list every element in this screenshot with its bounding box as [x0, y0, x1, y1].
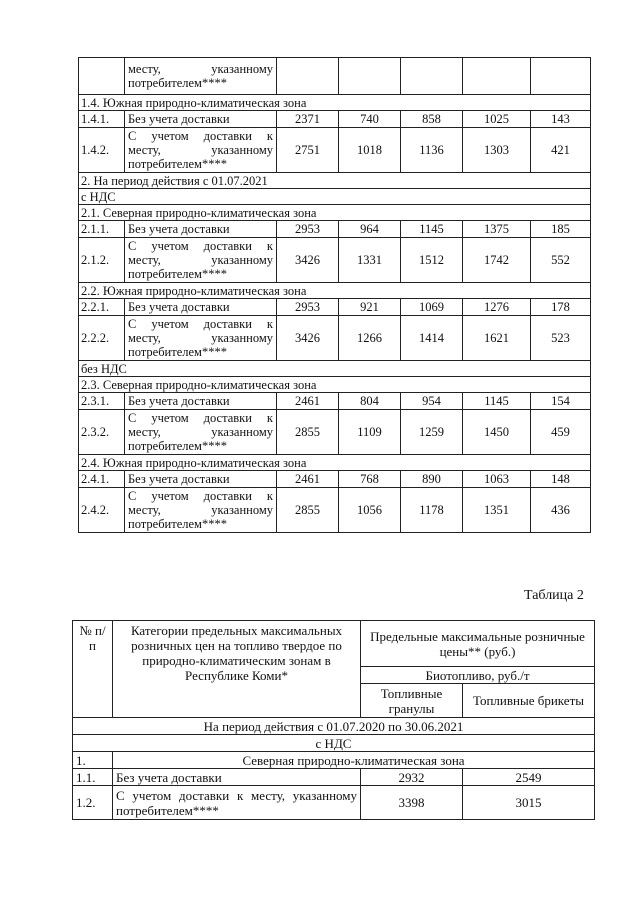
- row-category: Без учета доставки: [125, 221, 277, 238]
- period-row: На период действия с 01.07.2020 по 30.06.2021: [73, 718, 595, 735]
- row-category: С учетом доставки к месту, указанному потребителем****: [125, 488, 277, 533]
- section-title: без НДС: [79, 361, 591, 377]
- row-category: С учетом доставки к месту, указанному потребителем****: [125, 316, 277, 361]
- cell-value: 2751: [277, 128, 339, 173]
- row-code: 1.4.2.: [79, 128, 125, 173]
- cell-value: 1259: [401, 410, 463, 455]
- price-table-2: [72, 620, 595, 820]
- section-row: [79, 455, 591, 471]
- zone-code: 1.: [73, 752, 113, 769]
- cell-value: 1742: [463, 238, 531, 283]
- row-category: С учетом доставки к месту, указанному потребителем****: [113, 786, 361, 820]
- cell-value: 1145: [401, 221, 463, 238]
- header-fuel: Биотопливо, руб./т: [361, 667, 595, 684]
- table-row: [79, 471, 591, 488]
- cell-value: 1351: [463, 488, 531, 533]
- cell-value: 2855: [277, 410, 339, 455]
- row-category: С учетом доставки к месту, указанному потребителем****: [125, 410, 277, 455]
- row-category: С учетом доставки к месту, указанному потребителем****: [125, 238, 277, 283]
- cell-value: 1136: [401, 128, 463, 173]
- row-code: 1.4.1.: [79, 111, 125, 128]
- cell-value: [401, 58, 463, 95]
- row-code: 2.3.1.: [79, 393, 125, 410]
- cell-value: 1063: [463, 471, 531, 488]
- row-code: 1.1.: [73, 769, 113, 786]
- row-code: [79, 58, 125, 95]
- cell-value: 804: [339, 393, 401, 410]
- section-title: 2.3. Северная природно-климатическая зона: [79, 377, 591, 393]
- cell-value: 1331: [339, 238, 401, 283]
- section-row: [79, 173, 591, 189]
- cell-value: 1375: [463, 221, 531, 238]
- row-code: 2.3.2.: [79, 410, 125, 455]
- cell-value: 921: [339, 299, 401, 316]
- header-col1: Топливные гранулы: [361, 684, 463, 718]
- table-row: [79, 238, 591, 283]
- table-row: [79, 316, 591, 361]
- row-code: 2.4.2.: [79, 488, 125, 533]
- cell-value: [339, 58, 401, 95]
- cell-value: 858: [401, 111, 463, 128]
- section-title: 2.1. Северная природно-климатическая зона: [79, 205, 591, 221]
- cell-value: 2549: [463, 769, 595, 786]
- cell-value: 1145: [463, 393, 531, 410]
- cell-value: 148: [531, 471, 591, 488]
- section-row: [79, 377, 591, 393]
- section-row: [79, 283, 591, 299]
- cell-value: 768: [339, 471, 401, 488]
- cell-value: 1303: [463, 128, 531, 173]
- cell-value: 523: [531, 316, 591, 361]
- cell-value: 890: [401, 471, 463, 488]
- cell-value: 1450: [463, 410, 531, 455]
- cell-value: 421: [531, 128, 591, 173]
- header-num: № п/п: [73, 621, 113, 718]
- cell-value: 2371: [277, 111, 339, 128]
- section-title: 2. На период действия с 01.07.2021: [79, 173, 591, 189]
- cell-value: 459: [531, 410, 591, 455]
- section-title: с НДС: [79, 189, 591, 205]
- table-row: [79, 488, 591, 533]
- row-code: 2.2.2.: [79, 316, 125, 361]
- table-row: [79, 221, 591, 238]
- row-category: С учетом доставки к месту, указанному потребителем****: [125, 128, 277, 173]
- cell-value: 1266: [339, 316, 401, 361]
- row-category: Без учета доставки: [125, 111, 277, 128]
- section-title: 2.4. Южная природно-климатическая зона: [79, 455, 591, 471]
- cell-value: [463, 58, 531, 95]
- cell-value: 1025: [463, 111, 531, 128]
- row-category: Без учета доставки: [125, 299, 277, 316]
- header-prices: Предельные максимальные розничные цены** (руб.): [361, 621, 595, 667]
- cell-value: 1178: [401, 488, 463, 533]
- price-table-1: [78, 57, 591, 533]
- section-title: 2.2. Южная природно-климатическая зона: [79, 283, 591, 299]
- table-row: [79, 299, 591, 316]
- header-category: Категории предельных максимальных розничных цен на топливо твердое по природно-климатическим зонам в Республике Коми*: [113, 621, 361, 718]
- table-row: [79, 128, 591, 173]
- cell-value: 2953: [277, 299, 339, 316]
- section-row: [79, 205, 591, 221]
- row-category: Без учета доставки: [125, 471, 277, 488]
- cell-value: 1512: [401, 238, 463, 283]
- row-code: 2.4.1.: [79, 471, 125, 488]
- table-row: [79, 410, 591, 455]
- table-row: [79, 393, 591, 410]
- row-category: Без учета доставки: [125, 393, 277, 410]
- cell-value: 1056: [339, 488, 401, 533]
- cell-value: 740: [339, 111, 401, 128]
- table-caption: Таблица 2: [524, 588, 584, 603]
- section-row: [79, 95, 591, 111]
- section-row: [79, 189, 591, 205]
- cell-value: 1018: [339, 128, 401, 173]
- row-code: 1.2.: [73, 786, 113, 820]
- table-row: [79, 58, 591, 95]
- cell-value: 2932: [361, 769, 463, 786]
- row-category: месту, указанному потребителем****: [125, 58, 277, 95]
- cell-value: 178: [531, 299, 591, 316]
- cell-value: 3426: [277, 316, 339, 361]
- cell-value: 143: [531, 111, 591, 128]
- zone-title: Северная природно-климатическая зона: [113, 752, 595, 769]
- cell-value: 3398: [361, 786, 463, 820]
- cell-value: 1621: [463, 316, 531, 361]
- cell-value: 964: [339, 221, 401, 238]
- cell-value: 1109: [339, 410, 401, 455]
- cell-value: [531, 58, 591, 95]
- cell-value: 552: [531, 238, 591, 283]
- header-col2: Топливные брикеты: [463, 684, 595, 718]
- row-code: 2.2.1.: [79, 299, 125, 316]
- cell-value: 436: [531, 488, 591, 533]
- cell-value: 2953: [277, 221, 339, 238]
- cell-value: 2461: [277, 471, 339, 488]
- cell-value: 1276: [463, 299, 531, 316]
- cell-value: 2855: [277, 488, 339, 533]
- section-row: [79, 361, 591, 377]
- table-row: [79, 111, 591, 128]
- cell-value: 1414: [401, 316, 463, 361]
- cell-value: 185: [531, 221, 591, 238]
- vat-row: с НДС: [73, 735, 595, 752]
- cell-value: 3426: [277, 238, 339, 283]
- row-category: Без учета доставки: [113, 769, 361, 786]
- row-code: 2.1.2.: [79, 238, 125, 283]
- cell-value: 2461: [277, 393, 339, 410]
- cell-value: 3015: [463, 786, 595, 820]
- cell-value: 154: [531, 393, 591, 410]
- cell-value: [277, 58, 339, 95]
- cell-value: 1069: [401, 299, 463, 316]
- row-code: 2.1.1.: [79, 221, 125, 238]
- section-title: 1.4. Южная природно-климатическая зона: [79, 95, 591, 111]
- cell-value: 954: [401, 393, 463, 410]
